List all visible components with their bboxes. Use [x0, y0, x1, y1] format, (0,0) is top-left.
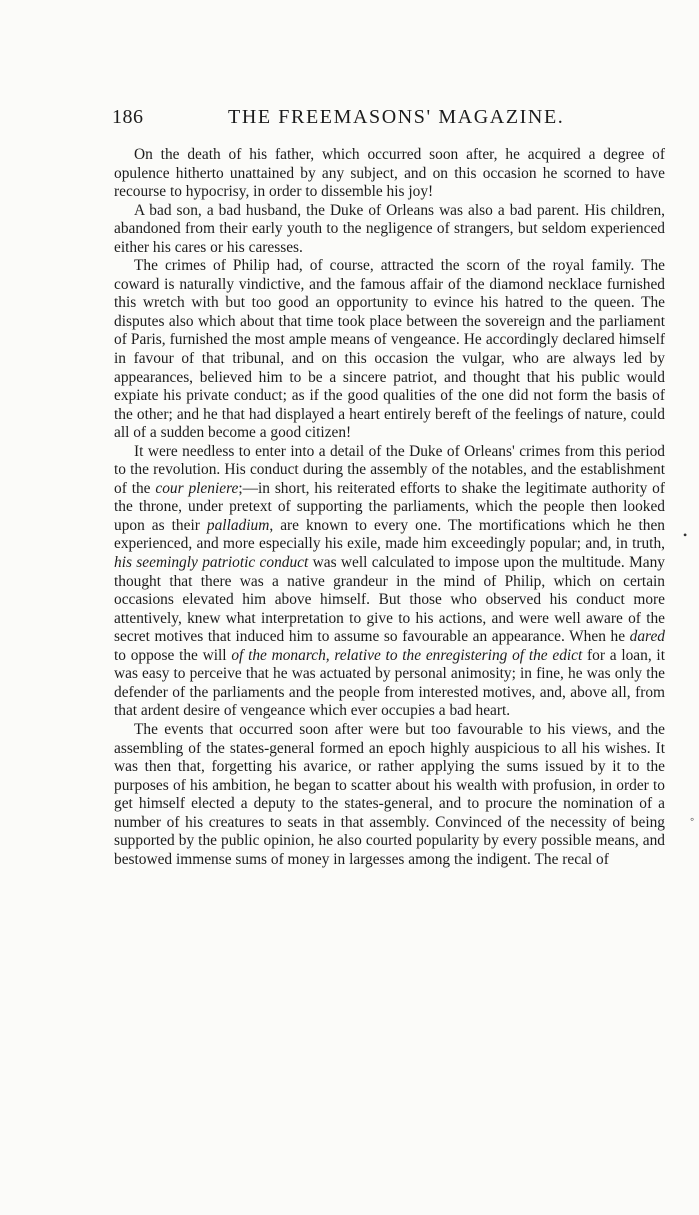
- page-header: [112, 106, 664, 136]
- page-number: 186: [112, 106, 144, 128]
- running-title: THE FREEMASONS' MAGAZINE.: [228, 106, 565, 128]
- paragraph-5: The events that occurred soon after were but too favourable to his views, and the assembling of the states-general formed an epoch highly auspicious to all his wishes. It was then that, forgetting his avarice, or rather applying the sums issued by it to the purposes of his ambition, he began to scatter about his wealth with profusion, in order to get himself elected a deputy to the states-general, and to procure the nomination of a number of his creatures to seats in that assembly. Convinced of the necessity of being supported by the public opinion, he also courted popularity by every possible means, and bestowed immense sums of money in largesses among the indigent. The recal of: [114, 720, 665, 868]
- paragraph-2: A bad son, a bad husband, the Duke of Orleans was also a bad parent. His children, abandoned from their early youth to the negligence of strangers, but seldom experienced either his cares or his caresses.: [114, 201, 665, 256]
- paragraph-4: It were needless to enter into a detail of the Duke of Orleans' crimes from this period to the revolution. His conduct during the assembly of the notables, and the establishment of the cour pleniere;—in short, his reiterated efforts to shake the legitimate authority of the throne, under pretext of supporting the parliaments, which the people then looked upon as their palladium, are known to every one. The mortifications which he then experienced, and more especially his exile, made him exceedingly popular; and, in truth, his seemingly patriotic conduct was well calculated to impose upon the multitude. Many thought that there was a native grandeur in the mind of Philip, which on certain occasions elevated him above himself. But those who observed his conduct more attentively, knew what interpretation to give to his actions, and were well aware of the secret motives that induced him to assume so favourable an appearance. When he dared to oppose the will of the monarch, relative to the enregistering of the edict for a loan, it was easy to perceive that he was actuated by personal animosity; in fine, he was only the defender of the parliaments and the people from interested motives, and, above all, from that ardent desire of vengeance which ever occupies a bad heart.: [114, 442, 665, 720]
- body-text: [114, 146, 665, 869]
- paragraph-3: The crimes of Philip had, of course, attracted the scorn of the royal family. The coward is naturally vindictive, and the famous affair of the diamond necklace furnished this wretch with but too good an opportunity to evince his hatred to the queen. The disputes also which about that time took place between the sovereign and the parliament of Paris, furnished the most ample means of vengeance. He accordingly declared himself in favour of that tribunal, and on this occasion the vulgar, who are always led by appearances, believed him to be a sincere patriot, and thought that his public would expiate his private conduct; as if the good qualities of the one did not form the basis of the other; and he that had displayed a heart entirely bereft of the feelings of nature, could all of a sudden become a good citizen!: [114, 257, 665, 442]
- paragraph-1: On the death of his father, which occurred soon after, he acquired a degree of opulence hitherto unattained by any subject, and on this occasion he scorned to have recourse to hypocrisy, in order to dissemble his joy!: [114, 146, 665, 201]
- margin-speck: •: [683, 528, 688, 542]
- margin-speck: ◦: [690, 812, 695, 826]
